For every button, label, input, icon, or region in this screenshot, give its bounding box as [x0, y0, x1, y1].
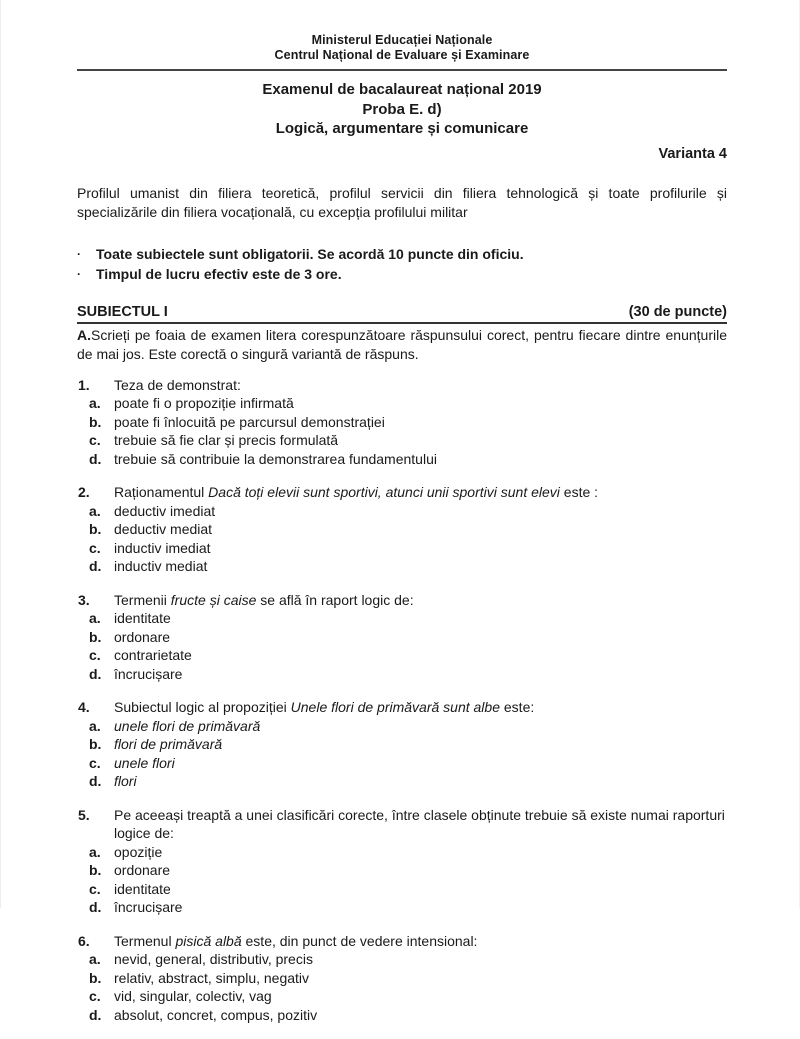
- option-text: deductiv mediat: [114, 521, 213, 537]
- option-text: flori de primăvară: [114, 736, 223, 752]
- option-letter: b.: [89, 969, 102, 986]
- ministry-line: Ministerul Educației Naționale: [311, 33, 493, 47]
- question-number: 3.: [78, 591, 90, 608]
- question-stem-row: [77, 932, 727, 951]
- answer-option[interactable]: [77, 394, 727, 413]
- option-text: unele flori: [114, 754, 175, 771]
- instruction-item: [77, 264, 727, 284]
- subject-label: SUBIECTUL I: [77, 303, 168, 320]
- option-letter: b.: [89, 521, 102, 537]
- option-letter: a.: [89, 951, 101, 967]
- option-text: încrucișare: [114, 665, 183, 682]
- option-text: inductiv imediat: [114, 539, 211, 556]
- question-item: [77, 698, 727, 791]
- answer-option[interactable]: [77, 646, 727, 665]
- profile-paragraph: Profilul umanist din filiera teoretică, profilul servicii din filiera tehnologică și toate profilurile și specializările din filiera vocațională, cu excepția profilului militar: [77, 184, 727, 220]
- answer-option[interactable]: [77, 557, 727, 576]
- option-letter: b.: [89, 862, 102, 878]
- question-stem: [114, 806, 727, 843]
- variant-label: Varianta 4: [658, 145, 727, 162]
- option-text: unele flori de primăvară: [114, 717, 261, 734]
- question-stem-row: [77, 483, 727, 502]
- question-stem: [114, 698, 727, 717]
- question-number: 4.: [78, 699, 90, 715]
- instruction-text: Timpul de lucru efectiv este de 3 ore.: [96, 265, 342, 282]
- question-item: [77, 591, 727, 684]
- instruction-text: Toate subiectele sunt obligatorii. Se acordă 10 puncte din oficiu.: [96, 245, 524, 262]
- option-letter: a.: [89, 717, 101, 734]
- answer-option[interactable]: [77, 665, 727, 684]
- answer-option[interactable]: [77, 502, 727, 521]
- question-number: 5.: [78, 806, 90, 823]
- option-letter: b.: [89, 736, 102, 752]
- exam-title-block: [77, 71, 727, 139]
- answer-option[interactable]: [77, 539, 727, 558]
- question-stem: [114, 376, 727, 395]
- question-stem: [114, 932, 727, 951]
- option-text: poate fi o propoziție infirmată: [114, 395, 294, 411]
- option-text: deductiv imediat: [114, 502, 216, 519]
- stem-emphasis: fructe și caise: [170, 591, 257, 608]
- option-text: flori: [114, 773, 137, 789]
- question-stem: [114, 591, 727, 610]
- center-line: Centrul Național de Evaluare și Examinare: [274, 48, 530, 62]
- option-text: poate fi înlocuită pe parcursul demonstrației: [114, 413, 385, 430]
- option-text: absolut, concret, compus, pozitiv: [114, 1006, 318, 1023]
- option-text: identitate: [114, 880, 171, 897]
- option-text: identitate: [114, 610, 171, 626]
- stem-text: este:: [500, 699, 535, 715]
- question-item: [77, 483, 727, 576]
- question-number: 2.: [78, 484, 90, 500]
- option-letter: a.: [89, 843, 101, 860]
- option-letter: a.: [89, 610, 101, 626]
- option-text: vid, singular, colectiv, vag: [114, 988, 272, 1004]
- question-stem-row: [77, 376, 727, 395]
- option-letter: d.: [89, 773, 102, 789]
- question-number: 6.: [78, 932, 90, 949]
- stem-emphasis: Dacă toți elevii sunt sportivi, atunci unii sportivi sunt elevi: [208, 484, 560, 500]
- stem-text: este, din punct de vedere intensional:: [241, 932, 478, 949]
- stem-text: se află în raport logic de:: [256, 591, 414, 608]
- exam-title-line-3: Logică, argumentare și comunicare: [275, 120, 529, 137]
- instruction-item: [77, 244, 727, 264]
- subject-heading: [77, 303, 727, 324]
- stem-text: Termenul: [114, 932, 176, 949]
- subject-points: (30 de puncte): [628, 303, 727, 320]
- part-a-text: Scrieți pe foaia de examen litera corespunzătoare răspunsului corect, pentru fiecare dintre enunțurile de mai jos. Este corectă o singură variantă de răspuns.: [77, 326, 727, 362]
- answer-option[interactable]: [77, 950, 727, 969]
- instructions-list: [77, 222, 727, 284]
- bullet-icon: ·: [77, 246, 81, 261]
- answer-option[interactable]: [77, 987, 727, 1006]
- answer-option[interactable]: [77, 898, 727, 917]
- answer-option[interactable]: [77, 431, 727, 450]
- option-text: încrucișare: [114, 899, 183, 915]
- page-content: [77, 0, 727, 1039]
- option-letter: c.: [89, 754, 101, 771]
- stem-text: Teza de demonstrat:: [114, 376, 241, 393]
- question-item: [77, 376, 727, 469]
- question-item: [77, 806, 727, 917]
- option-letter: c.: [89, 988, 101, 1004]
- option-letter: b.: [89, 413, 102, 430]
- option-letter: d.: [89, 1006, 102, 1023]
- question-stem-row: [77, 806, 727, 843]
- option-letter: d.: [89, 899, 102, 915]
- bullet-icon: ·: [77, 266, 81, 281]
- answer-option[interactable]: [77, 969, 727, 988]
- questions-list: [77, 364, 727, 1025]
- question-stem: [114, 483, 727, 502]
- option-letter: b.: [89, 628, 102, 645]
- answer-option[interactable]: [77, 520, 727, 539]
- exam-title-line-2: Proba E. d): [362, 100, 442, 118]
- stem-text: Subiectul logic al propoziției: [114, 699, 291, 715]
- stem-text: Pe aceeași treaptă a unei clasificări corecte, între clasele obținute trebuie să existe numai raporturi logice de:: [114, 806, 725, 841]
- answer-option[interactable]: [77, 772, 727, 791]
- answer-option[interactable]: [77, 880, 727, 899]
- answer-option[interactable]: [77, 843, 727, 862]
- option-letter: d.: [89, 450, 102, 467]
- answer-option[interactable]: [77, 450, 727, 469]
- option-letter: c.: [89, 539, 101, 556]
- question-item: [77, 932, 727, 1025]
- stem-emphasis: pisică albă: [175, 932, 242, 949]
- institution-header: [77, 0, 727, 63]
- question-stem-row: [77, 591, 727, 610]
- option-text: inductiv mediat: [114, 558, 208, 574]
- answer-option[interactable]: [77, 754, 727, 773]
- answer-option[interactable]: [77, 735, 727, 754]
- option-text: trebuie să contribuie la demonstrarea fundamentului: [114, 450, 437, 467]
- option-letter: c.: [89, 647, 101, 663]
- answer-option[interactable]: [77, 717, 727, 736]
- question-number: 1.: [78, 376, 90, 393]
- answer-option[interactable]: [77, 628, 727, 647]
- stem-emphasis: Unele flori de primăvară sunt albe: [290, 699, 500, 715]
- answer-option[interactable]: [77, 1006, 727, 1025]
- answer-option[interactable]: [77, 609, 727, 628]
- stem-text: Raționamentul: [114, 484, 209, 500]
- option-text: opoziție: [114, 843, 163, 860]
- option-text: nevid, general, distributiv, precis: [114, 951, 313, 967]
- answer-option[interactable]: [77, 861, 727, 880]
- exam-title-line-1: Examenul de bacalaureat național 2019: [262, 81, 542, 98]
- option-letter: a.: [89, 502, 101, 519]
- answer-option[interactable]: [77, 413, 727, 432]
- question-stem-row: [77, 698, 727, 717]
- option-letter: d.: [89, 665, 102, 682]
- option-text: trebuie să fie clar și precis formulată: [114, 432, 339, 448]
- option-text: ordonare: [114, 628, 171, 645]
- option-text: ordonare: [114, 862, 171, 878]
- option-letter: c.: [89, 432, 101, 448]
- option-letter: d.: [89, 558, 102, 574]
- option-text: contrarietate: [114, 647, 192, 663]
- stem-text: este :: [559, 484, 599, 500]
- option-letter: a.: [89, 395, 101, 411]
- option-text: relativ, abstract, simplu, negativ: [114, 969, 310, 986]
- part-a-label: A.: [77, 326, 91, 343]
- stem-text: Termenii: [114, 591, 171, 608]
- option-letter: c.: [89, 880, 101, 897]
- part-a-instruction: [77, 324, 727, 364]
